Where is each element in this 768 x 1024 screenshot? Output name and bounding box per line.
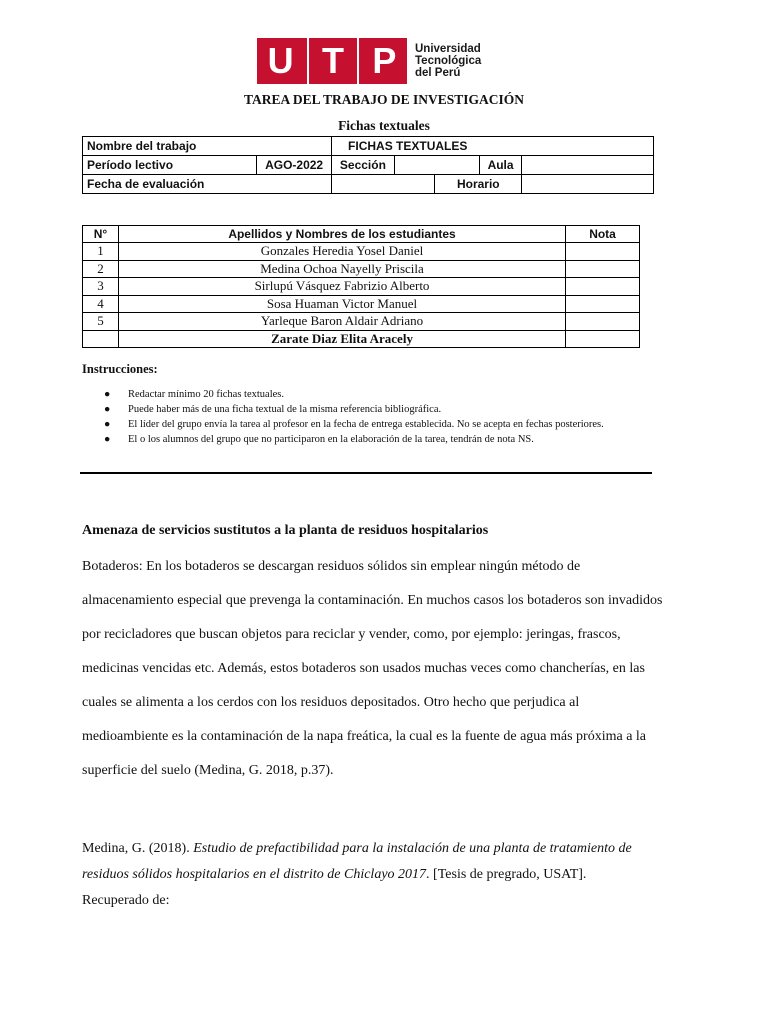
col-header-nota: Nota [566, 226, 640, 243]
list-item: ● El o los alumnos del grupo que no participaron en la elaboración de la tarea, tendrán de nota NS. [104, 434, 534, 445]
reference-title: Estudio de prefactibilidad para la instalación de una planta de tratamiento de residuos sólidos hospitalarios en el distrito de Chiclayo 2017 [82, 841, 632, 882]
nombre-label: Nombre del trabajo [83, 137, 332, 156]
instructions-list [100, 388, 660, 448]
table-row: 4 Sosa Huaman Victor Manuel [83, 295, 640, 313]
col-header-n: N° [83, 226, 119, 243]
list-item: ● Puede haber más de una ficha textual de la misma referencia bibliográfica. [104, 404, 442, 415]
student-name: Gonzales Heredia Yosel Daniel [118, 243, 565, 261]
utp-logo [257, 38, 481, 84]
table-row [83, 330, 640, 348]
seccion-value [394, 156, 479, 175]
horario-value [522, 175, 654, 194]
instructions-heading: Instrucciones: [82, 362, 158, 376]
periodo-value: AGO-2022 [257, 156, 332, 175]
periodo-label: Período lectivo [83, 156, 257, 175]
student-name: Yarleque Baron Aldair Adriano [118, 313, 565, 331]
list-item: ● Redactar mínimo 20 fichas textuales. [104, 389, 284, 400]
bullet-icon: ● [104, 389, 111, 400]
logo-letter-p: P [372, 40, 397, 81]
fecha-value [332, 175, 435, 194]
student-name: Sosa Huaman Victor Manuel [118, 295, 565, 313]
col-header-names: Apellidos y Nombres de los estudiantes [118, 226, 565, 243]
table-row: 3 Sirlupú Vásquez Fabrizio Alberto [83, 278, 640, 296]
table-row: 1 Gonzales Heredia Yosel Daniel [83, 243, 640, 261]
fecha-label: Fecha de evaluación [83, 175, 332, 194]
divider [80, 472, 652, 474]
bullet-icon: ● [104, 404, 111, 415]
student-name: Sirlupú Vásquez Fabrizio Alberto [118, 278, 565, 296]
body-paragraph: Botaderos: En los botaderos se descargan residuos sólidos sin emplear ningún método de almacenamiento especial que prevenga la contaminación. En muchos casos los botaderos son invadidos por recicladores que buscan objetos para reciclar y vender, como, por ejemplo: jeringas, frascos, medicinas vencidas etc. Además, estos botaderos son usados muchas veces como chancherías, en las cuales se alimenta a los cerdos con los residuos depositados. Otro hecho que perjudica al medioambiente es la contaminación de la napa freática, la cual es la fuente de agua más próxima a la superficie del suelo (Medina, G. 2018, p.37). [82, 559, 663, 778]
reference: Medina, G. (2018). Estudio de prefactibilidad para la instalación de una planta de tratamiento de residuos sólidos hospitalarios en el distrito de Chiclayo 2017. [Tesis de pregrado, USAT]. Recuperado de: [82, 841, 632, 908]
bullet-icon: ● [104, 434, 111, 445]
bullet-icon: ● [104, 419, 111, 430]
document-title: TAREA DEL TRABAJO DE INVESTIGACIÓN [243, 92, 525, 107]
table-row: 2 Medina Ochoa Nayelly Priscila [83, 260, 640, 278]
student-name: Medina Ochoa Nayelly Priscila [118, 260, 565, 278]
student-name: Zarate Diaz Elita Aracely [118, 330, 565, 348]
students-table [82, 225, 640, 348]
logo-letter-u: U [267, 40, 294, 81]
table-row: 5 Yarleque Baron Aldair Adriano [83, 313, 640, 331]
logo-letter-t: T [321, 40, 344, 81]
logo-wordmark: Universidad Tecnológica del Perú [415, 43, 482, 79]
nombre-value: FICHAS TEXTUALES [332, 137, 654, 156]
aula-label: Aula [479, 156, 522, 175]
aula-value [522, 156, 654, 175]
logo-mark [257, 38, 407, 84]
info-table [82, 136, 654, 194]
section-heading: Amenaza de servicios sustitutos a la planta de residuos hospitalarios [82, 523, 489, 538]
seccion-label: Sección [332, 156, 395, 175]
document-subtitle: Fichas textuales [338, 118, 430, 133]
horario-label: Horario [435, 175, 522, 194]
list-item: ● El líder del grupo envía la tarea al profesor en la fecha de entrega establecida. No se acepta en fechas posteriores. [104, 419, 604, 430]
